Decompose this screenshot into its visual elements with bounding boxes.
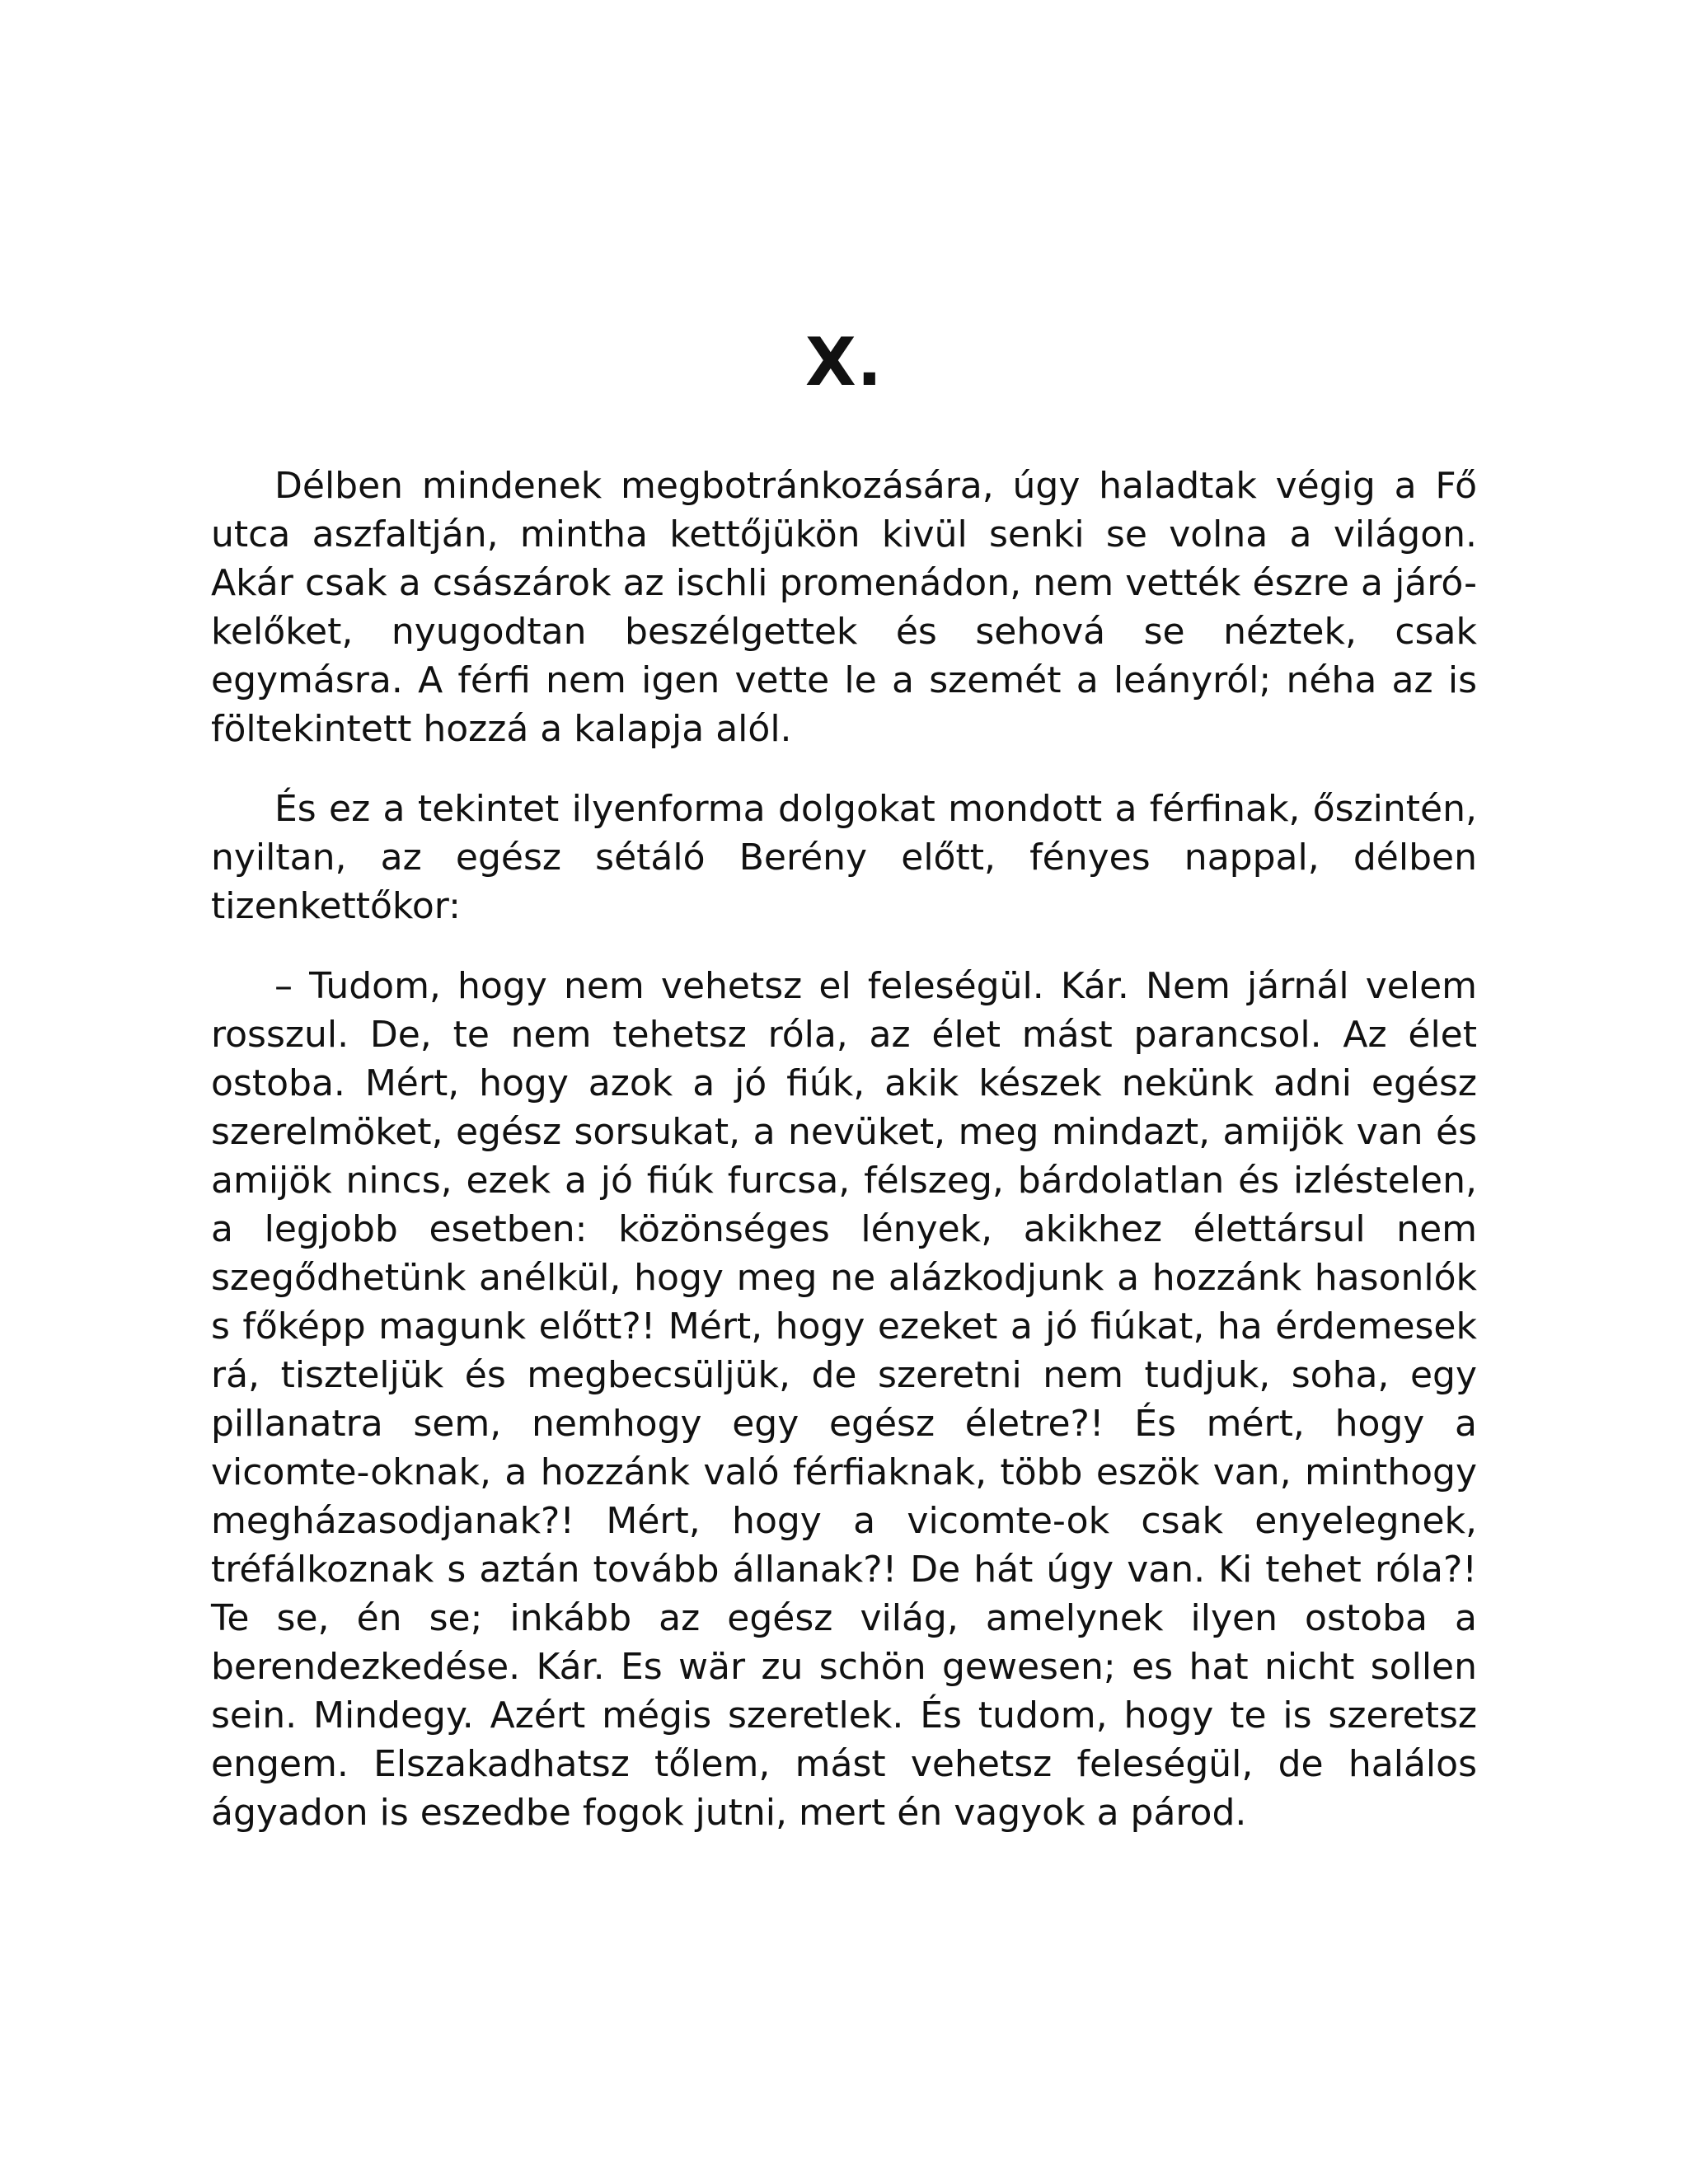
book-page xyxy=(211,0,1477,2184)
paragraph-3: – Tudom, hogy nem vehetsz el feleségül. Kár. Nem járnál velem rosszul. De, te nem tehetsz róla, az élet mást parancsol. Az élet ostoba. Mért, hogy azok a jó fiúk, akik készek nekünk adni egész szerelmöket, egész sorsukat, a nevüket, meg mindazt, amijök van és amijök nincs, ezek a jó fiúk furcsa, félszeg, bárdolatlan és izléstelen, a legjobb esetben: közönséges lények, akikhez élettársul nem szegődhetünk anélkül, hogy meg ne alázkodjunk a hozzánk hasonlók s főképp magunk előtt?! Mért, hogy ezeket a jó fiúkat, ha érdemesek rá, tiszteljük és megbecsüljük, de szeretni nem tudjuk, soha, egy pillanatra sem, nemhogy egy egész életre?! És mért, hogy a vicomte-oknak, a hozzánk való férfiaknak, több eszök van, minthogy megházasodjanak?! Mért, hogy a vicomte-ok csak enyelegnek, tréfálkoznak s aztán tovább állanak?! De hát úgy van. Ki tehet róla?! Te se, én se; inkább az egész világ, amelynek ilyen ostoba a berendezkedése. Kár. Es wär zu schön gewesen; es hat nicht sollen sein. Mindegy. Azért mégis szeretlek. És tudom, hogy te is szeretsz engem. Elszakadhatsz tőlem, mást vehetsz feleségül, de halálos ágyadon is eszedbe fogok jutni, mert én vagyok a párod. xyxy=(211,965,1477,1834)
paragraph-1: Délben mindenek megbotránkozására, úgy haladtak végig a Fő utca aszfaltján, mintha kettőjükön kivül senki se volna a világon. Akár csak a császárok az ischli promenádon, nem vették észre a járó-kelőket, nyugodtan beszélgettek és sehová se néztek, csak egymásra. A férfi nem igen vette le a szemét a leányról; néha az is föltekintett hozzá a kalapja alól. xyxy=(211,465,1477,750)
chapter-title: X. xyxy=(804,324,884,401)
paragraph-2: És ez a tekintet ilyenforma dolgokat mondott a férfinak, őszintén, nyiltan, az egész sétáló Berény előtt, fényes nappal, délben tizenkettőkor: xyxy=(211,788,1477,927)
chapter-body xyxy=(211,462,1477,1868)
